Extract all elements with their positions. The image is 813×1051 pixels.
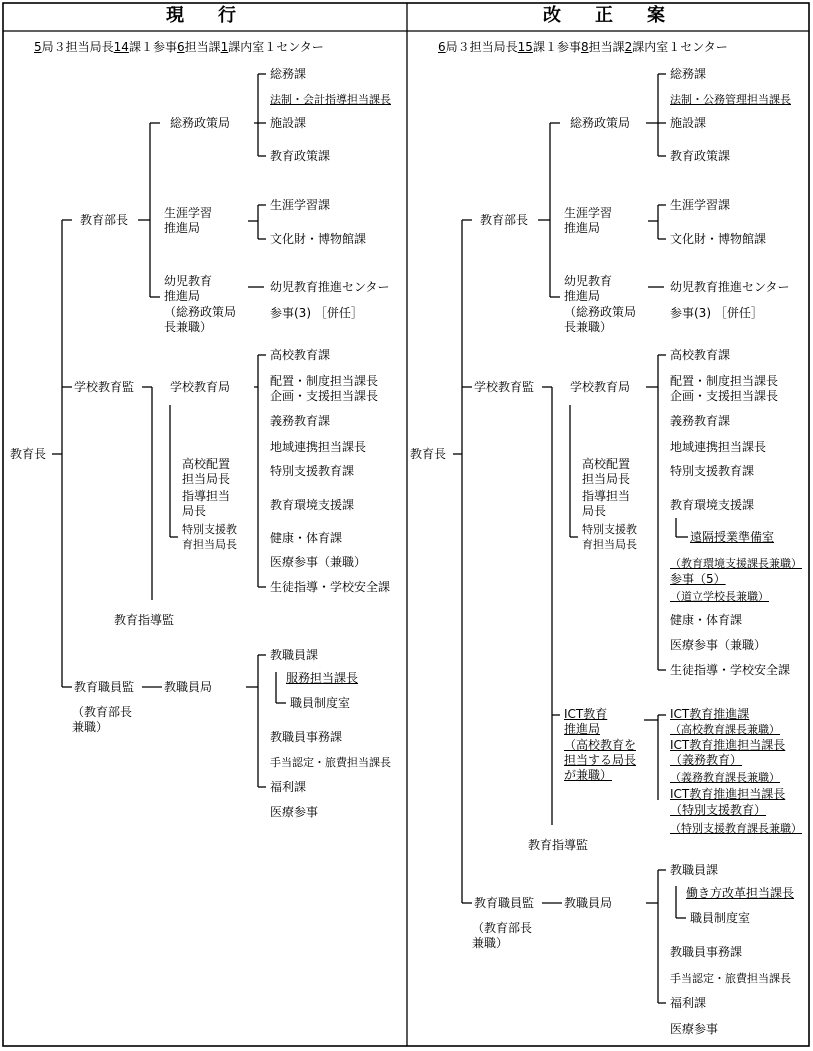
right-ict-item-4: （義務教育） (670, 753, 743, 767)
left-staff-bureau: 教職員局 (164, 680, 213, 694)
right-special-support: 特別支援教育課 (670, 464, 755, 478)
right-early-bureau-1: 幼児教育 (564, 274, 613, 288)
left-staff-supervisor-note-2: 兼職） (72, 720, 109, 734)
right-medical: 医療参事（兼職） (670, 638, 767, 652)
right-general-affairs: 総務課 (670, 67, 707, 81)
right-special-dg-2: 育担当局長 (582, 538, 637, 551)
right-special-dg-1: 特別支援教 (582, 523, 637, 536)
left-medical2: 医療参事 (270, 805, 319, 819)
left-councilor: 参事(3) ［併任］ (270, 306, 363, 320)
left-lifelong-div: 生涯学習課 (270, 198, 331, 212)
right-culture-museum: 文化財・博物館課 (670, 232, 767, 246)
left-compulsory: 義務教育課 (270, 414, 331, 428)
right-highschool-div: 高校教育課 (670, 348, 731, 362)
right-facilities: 施設課 (670, 116, 707, 130)
left-culture-museum: 文化財・博物館課 (270, 232, 367, 246)
left-staff-affairs: 教職員事務課 (270, 730, 343, 744)
left-guidance-dg-2: 局長 (182, 504, 207, 518)
right-early-bureau-3: （総務政策局 (564, 305, 637, 319)
right-ict-bureau-3: （高校教育を (564, 738, 637, 752)
left-facilities: 施設課 (270, 116, 307, 130)
right-ict-item-5: （義務教育課長兼職） (670, 771, 780, 784)
right-lifelong-div: 生涯学習課 (670, 198, 731, 212)
right-staff-supervisor-note-2: 兼職） (472, 936, 509, 950)
right-early-bureau-4: 長兼職） (564, 320, 613, 334)
right-ict-bureau-4: 担当する局長 (564, 753, 637, 767)
left-special-dg-2: 育担当局長 (182, 538, 237, 551)
right-staff-div: 教職員課 (670, 863, 719, 877)
right-remote-note: （教育環境支援課長兼職） (670, 557, 802, 570)
right-staff-bureau: 教職員局 (564, 896, 613, 910)
left-staff-supervisor-note-1: （教育部長 (72, 705, 133, 719)
left-staff-system: 職員制度室 (290, 696, 351, 710)
left-placement-1: 配置・制度担当課長 (270, 374, 379, 388)
left-policy: 教育政策課 (270, 149, 331, 163)
right-early-center: 幼児教育推進センター (670, 280, 790, 294)
right-welfare: 福利課 (670, 996, 707, 1010)
right-lifelong-bureau-1: 生涯学習 (564, 206, 613, 220)
left-general-policy-bureau: 総務政策局 (170, 116, 231, 130)
right-compulsory: 義務教育課 (670, 414, 731, 428)
summary-proposal: 6局３担当局長15課１参事8担当課2課内室１センター (438, 40, 728, 54)
right-school-supervisor: 学校教育監 (474, 380, 535, 394)
left-early-bureau-1: 幼児教育 (164, 274, 213, 288)
right-guidance-safety: 生徒指導・学校安全課 (670, 663, 791, 677)
right-ict-bureau-5: が兼職） (564, 768, 613, 782)
right-placement-2: 企画・支援担当課長 (670, 389, 779, 403)
right-medical2: 医療参事 (670, 1022, 719, 1036)
right-councilor5-note: （道立学校長兼職） (670, 590, 769, 603)
right-staff-affairs: 教職員事務課 (670, 945, 743, 959)
right-lifelong-bureau-2: 推進局 (564, 221, 601, 235)
left-hs-placement-dg-1: 高校配置 (182, 457, 231, 471)
right-remote-room: 遠隔授業準備室 (690, 530, 775, 544)
right-ict-item-1: ICT教育推進課 (670, 707, 750, 721)
right-guidance-dg-1: 指導担当 (582, 489, 631, 503)
left-general-affairs: 総務課 (270, 67, 307, 81)
left-lifelong-bureau-1: 生涯学習 (164, 206, 213, 220)
right-regional: 地域連携担当課長 (670, 440, 767, 454)
left-service-mgr: 服務担当課長 (286, 671, 359, 685)
right-ict-item-7: （特別支援教育） (670, 803, 767, 817)
right-general-policy-bureau: 総務政策局 (570, 116, 631, 130)
left-staff-div: 教職員課 (270, 648, 319, 662)
right-councilor5: 参事（5） (670, 572, 726, 586)
right-ict-item-8: （特別支援教育課長兼職） (670, 822, 802, 835)
left-medical: 医療参事（兼職） (270, 555, 367, 569)
right-health-pe: 健康・体育課 (670, 613, 743, 627)
left-chief: 教育長 (10, 447, 47, 461)
summary-current: 5局３担当局長14課１参事6担当課1課内室１センター (34, 40, 324, 54)
left-environment: 教育環境支援課 (270, 498, 355, 512)
left-early-bureau-3: （総務政策局 (164, 305, 237, 319)
left-legal-accounting: 法制・会計指導担当課長 (270, 93, 391, 106)
right-edu-guidance-supervisor: 教育指導監 (528, 838, 589, 852)
header-current: 現 行 (166, 5, 244, 26)
right-environment: 教育環境支援課 (670, 498, 755, 512)
right-school-bureau: 学校教育局 (570, 380, 631, 394)
right-workstyle-mgr: 働き方改革担当課長 (686, 886, 795, 900)
right-ict-bureau-2: 推進局 (564, 722, 601, 736)
right-policy: 教育政策課 (670, 149, 731, 163)
right-ict-bureau-1: ICT教育 (564, 707, 608, 721)
left-early-bureau-4: 長兼職） (164, 320, 213, 334)
left-health-pe: 健康・体育課 (270, 531, 343, 545)
left-special-support: 特別支援教育課 (270, 464, 355, 478)
right-staff-system: 職員制度室 (690, 911, 751, 925)
right-guidance-dg-2: 局長 (582, 504, 607, 518)
right-hs-placement-dg-2: 担当局長 (582, 472, 631, 486)
right-councilor: 参事(3) ［併任］ (670, 306, 763, 320)
right-ict-item-6: ICT教育推進担当課長 (670, 787, 786, 801)
left-allowance: 手当認定・旅費担当課長 (270, 756, 391, 769)
left-guidance-dg-1: 指導担当 (182, 489, 231, 503)
right-ict-item-3: ICT教育推進担当課長 (670, 738, 786, 752)
left-edu-guidance-supervisor: 教育指導監 (114, 613, 175, 627)
right-chief: 教育長 (410, 447, 447, 461)
left-hs-placement-dg-2: 担当局長 (182, 472, 231, 486)
right-placement-1: 配置・制度担当課長 (670, 374, 779, 388)
left-lifelong-bureau-2: 推進局 (164, 221, 201, 235)
right-hs-placement-dg-1: 高校配置 (582, 457, 631, 471)
right-edu-dept-head: 教育部長 (480, 213, 529, 227)
left-edu-dept-head: 教育部長 (80, 213, 129, 227)
left-placement-2: 企画・支援担当課長 (270, 389, 379, 403)
right-ict-item-2: （高校教育課長兼職） (670, 723, 780, 736)
right-allowance: 手当認定・旅費担当課長 (670, 972, 791, 985)
left-school-supervisor: 学校教育監 (74, 380, 135, 394)
left-special-dg-1: 特別支援教 (182, 523, 237, 536)
right-staff-supervisor: 教育職員監 (474, 896, 535, 910)
left-school-bureau: 学校教育局 (170, 380, 231, 394)
left-staff-supervisor: 教育職員監 (74, 680, 135, 694)
right-staff-supervisor-note-1: （教育部長 (472, 921, 533, 935)
left-welfare: 福利課 (270, 780, 307, 794)
right-early-bureau-2: 推進局 (564, 289, 601, 303)
left-early-center: 幼児教育推進センター (270, 280, 390, 294)
right-legal-public: 法制・公務管理担当課長 (670, 93, 791, 106)
left-early-bureau-2: 推進局 (164, 289, 201, 303)
left-guidance-safety: 生徒指導・学校安全課 (270, 580, 391, 594)
left-highschool-div: 高校教育課 (270, 348, 331, 362)
header-proposal: 改 正 案 (543, 5, 673, 26)
left-regional: 地域連携担当課長 (270, 440, 367, 454)
